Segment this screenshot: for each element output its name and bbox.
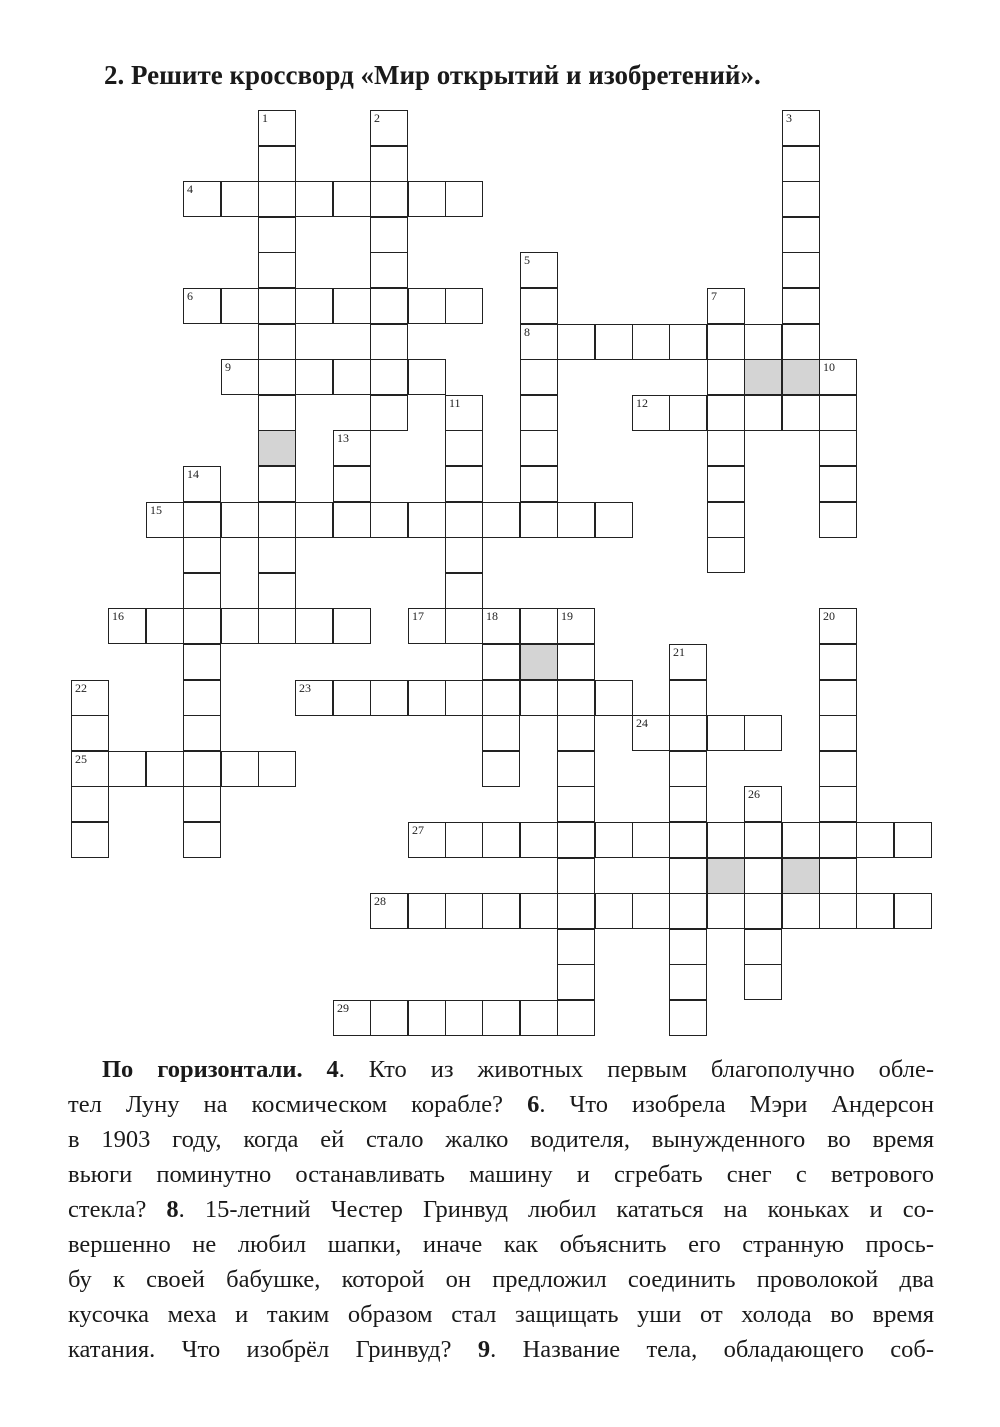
crossword-cell[interactable] (520, 288, 558, 324)
crossword-cell[interactable] (819, 502, 857, 538)
clue-line (68, 1262, 934, 1297)
crossword-cell[interactable] (482, 608, 520, 644)
crossword-cell[interactable] (782, 146, 820, 182)
crossword-cell[interactable] (557, 751, 595, 787)
crossword-cell[interactable] (595, 324, 633, 360)
crossword-cell[interactable] (744, 858, 782, 894)
crossword-cell[interactable] (445, 502, 483, 538)
crossword-cell[interactable] (557, 822, 595, 858)
clue-line (68, 1227, 934, 1262)
crossword-cell[interactable] (707, 715, 745, 751)
crossword-cell[interactable] (333, 288, 371, 324)
crossword-cell[interactable] (445, 822, 483, 858)
crossword-cell[interactable] (520, 608, 558, 644)
crossword-cell[interactable] (333, 680, 371, 716)
crossword-cell[interactable] (445, 430, 483, 466)
clue-line (68, 1157, 934, 1192)
clue-text: вьюги поминутно останавливать машину и сгребать снег с ветрового (68, 1161, 934, 1188)
crossword-cell[interactable] (295, 288, 333, 324)
crossword-cell[interactable] (295, 680, 333, 716)
clue-line (68, 1297, 934, 1332)
clue-number: 6 (187, 289, 193, 303)
crossword-cell[interactable] (221, 359, 259, 395)
clue-number: 22 (75, 681, 87, 695)
crossword-cell[interactable] (520, 359, 558, 395)
clue-number: 23 (299, 681, 311, 695)
crossword-cell[interactable] (183, 715, 221, 751)
crossword-cell[interactable] (183, 573, 221, 609)
crossword-cell[interactable] (108, 751, 146, 787)
clue-number: 21 (673, 645, 685, 659)
crossword-cell[interactable] (557, 644, 595, 680)
crossword-cell[interactable] (819, 466, 857, 502)
crossword-cell[interactable] (520, 893, 558, 929)
crossword-cell[interactable] (370, 502, 408, 538)
clue-number: 15 (150, 503, 162, 517)
crossword-cell[interactable] (669, 644, 707, 680)
crossword-cell[interactable] (707, 288, 745, 324)
crossword-cell[interactable] (183, 822, 221, 858)
clue-number: 11 (449, 396, 461, 410)
clue-text: вершенно не любил шапки, иначе как объяснить его странную прось- (68, 1231, 934, 1258)
crossword-cell[interactable] (408, 502, 446, 538)
clue-text: По горизонтали. (102, 1056, 327, 1083)
crossword-cell[interactable] (295, 502, 333, 538)
crossword-cell[interactable] (707, 822, 745, 858)
clue-number: 8 (524, 325, 530, 339)
crossword-cell[interactable] (482, 644, 520, 680)
clue-text: бу к своей бабушке, которой он предложил соединить проволокой два (68, 1266, 934, 1293)
crossword-cell[interactable] (707, 537, 745, 573)
crossword-cell[interactable] (707, 324, 745, 360)
crossword-cell[interactable] (819, 680, 857, 716)
crossword-cell[interactable] (856, 893, 894, 929)
clue-number: 1 (262, 111, 268, 125)
clue-number: 3 (786, 111, 792, 125)
crossword-cell[interactable] (183, 644, 221, 680)
crossword-cell[interactable] (557, 324, 595, 360)
clue-number: 9 (225, 360, 231, 374)
crossword-cell[interactable] (819, 715, 857, 751)
crossword-cell[interactable] (408, 680, 446, 716)
clue-line (68, 1122, 934, 1157)
crossword-cell[interactable] (408, 608, 446, 644)
crossword-cell-blank (520, 644, 558, 680)
crossword-cell[interactable] (482, 893, 520, 929)
crossword-cell[interactable] (370, 324, 408, 360)
crossword-cell[interactable] (782, 288, 820, 324)
crossword-cell[interactable] (445, 181, 483, 217)
crossword-cell[interactable] (782, 217, 820, 253)
clue-text: 6 (527, 1091, 540, 1118)
crossword-cell[interactable] (557, 608, 595, 644)
crossword-cell[interactable] (819, 359, 857, 395)
crossword-cell[interactable] (183, 466, 221, 502)
crossword-cell[interactable] (819, 608, 857, 644)
crossword-cell[interactable] (183, 537, 221, 573)
crossword-cell[interactable] (707, 430, 745, 466)
crossword-cell[interactable] (71, 751, 109, 787)
crossword-cell[interactable] (333, 1000, 371, 1036)
crossword-cell[interactable] (782, 893, 820, 929)
clue-line (68, 1052, 934, 1087)
crossword-cell[interactable] (819, 644, 857, 680)
clues-text (68, 1052, 934, 1367)
crossword-cell[interactable] (632, 715, 670, 751)
crossword-cell[interactable] (258, 395, 296, 431)
crossword-cell[interactable] (557, 786, 595, 822)
crossword-cell[interactable] (707, 893, 745, 929)
crossword-cell[interactable] (258, 181, 296, 217)
crossword-cell[interactable] (669, 680, 707, 716)
clue-text: 4 (326, 1056, 339, 1083)
crossword-cell[interactable] (258, 573, 296, 609)
crossword-cell[interactable] (669, 395, 707, 431)
crossword-cell[interactable] (333, 359, 371, 395)
crossword-cell[interactable] (632, 893, 670, 929)
crossword-cell[interactable] (557, 929, 595, 965)
crossword-cell[interactable] (669, 751, 707, 787)
crossword-cell[interactable] (71, 715, 109, 751)
crossword-cell[interactable] (819, 395, 857, 431)
crossword-cell[interactable] (520, 680, 558, 716)
crossword-cell[interactable] (408, 359, 446, 395)
crossword-cell[interactable] (370, 395, 408, 431)
crossword-cell[interactable] (595, 893, 633, 929)
clue-text: . 15-летний Честер Гринвуд любил кататься на коньках и со- (178, 1196, 934, 1223)
crossword-cell[interactable] (221, 288, 259, 324)
crossword-cell[interactable] (744, 822, 782, 858)
crossword-cell[interactable] (71, 822, 109, 858)
crossword-cell[interactable] (183, 608, 221, 644)
crossword-cell[interactable] (595, 822, 633, 858)
crossword-cell[interactable] (445, 537, 483, 573)
crossword-cell[interactable] (258, 608, 296, 644)
crossword-cell[interactable] (183, 181, 221, 217)
crossword-cell[interactable] (183, 786, 221, 822)
crossword-cell[interactable] (445, 466, 483, 502)
crossword-cell[interactable] (258, 110, 296, 146)
crossword-cell[interactable] (744, 893, 782, 929)
crossword-cell[interactable] (707, 502, 745, 538)
crossword-cell[interactable] (183, 751, 221, 787)
clue-text: кусочка меха и таким образом стал защищать уши от холода во время (68, 1301, 934, 1328)
crossword-cell[interactable] (333, 430, 371, 466)
clue-text: катания. Что изобрёл Гринвуд? (68, 1336, 478, 1363)
crossword-cell[interactable] (819, 858, 857, 894)
clue-text: . Что изобрела Мэри Андерсон (539, 1091, 934, 1118)
crossword-cell[interactable] (146, 608, 184, 644)
crossword-cell[interactable] (744, 929, 782, 965)
crossword-cell[interactable] (520, 252, 558, 288)
crossword-cell[interactable] (482, 502, 520, 538)
clue-text: 9 (477, 1336, 491, 1363)
crossword-cell[interactable] (370, 893, 408, 929)
crossword-cell[interactable] (370, 680, 408, 716)
crossword-cell[interactable] (782, 822, 820, 858)
clue-line (68, 1192, 934, 1227)
crossword-cell[interactable] (669, 929, 707, 965)
crossword-cell[interactable] (258, 288, 296, 324)
crossword-cell[interactable] (707, 359, 745, 395)
crossword-cell[interactable] (520, 502, 558, 538)
clue-text: стекла? (68, 1196, 167, 1223)
crossword-cell[interactable] (707, 395, 745, 431)
crossword-cell[interactable] (894, 822, 932, 858)
crossword-cell[interactable] (445, 608, 483, 644)
crossword-cell[interactable] (408, 1000, 446, 1036)
crossword-cell[interactable] (669, 1000, 707, 1036)
crossword-cell[interactable] (744, 324, 782, 360)
crossword-cell[interactable] (782, 324, 820, 360)
crossword-cell[interactable] (632, 395, 670, 431)
crossword-cell[interactable] (669, 786, 707, 822)
crossword-cell[interactable] (819, 751, 857, 787)
crossword-cell[interactable] (520, 430, 558, 466)
crossword-cell[interactable] (333, 466, 371, 502)
clue-number: 2 (374, 111, 380, 125)
clue-number: 13 (337, 431, 349, 445)
crossword-cell[interactable] (669, 893, 707, 929)
crossword-cell[interactable] (221, 751, 259, 787)
clue-number: 19 (561, 609, 573, 623)
crossword-cell[interactable] (258, 146, 296, 182)
crossword-cell[interactable] (782, 252, 820, 288)
crossword-cell[interactable] (557, 680, 595, 716)
crossword-cell[interactable] (370, 217, 408, 253)
clue-number: 7 (711, 289, 717, 303)
crossword-cell[interactable] (408, 288, 446, 324)
crossword-cell[interactable] (819, 893, 857, 929)
crossword-cell[interactable] (557, 715, 595, 751)
crossword-cell[interactable] (520, 395, 558, 431)
clue-number: 26 (748, 787, 760, 801)
crossword-cell[interactable] (819, 430, 857, 466)
clue-line (68, 1087, 934, 1122)
crossword-cell[interactable] (557, 893, 595, 929)
crossword-cell[interactable] (258, 324, 296, 360)
crossword-cell[interactable] (744, 964, 782, 1000)
crossword-cell[interactable] (557, 964, 595, 1000)
crossword-cell[interactable] (782, 181, 820, 217)
clue-text: 8 (166, 1196, 179, 1223)
crossword-cell-blank (744, 359, 782, 395)
crossword-cell[interactable] (445, 1000, 483, 1036)
crossword-cell[interactable] (520, 1000, 558, 1036)
clue-number: 27 (412, 823, 424, 837)
clue-line (68, 1332, 934, 1367)
crossword-cell[interactable] (782, 110, 820, 146)
crossword-cell[interactable] (445, 893, 483, 929)
crossword-cell[interactable] (482, 680, 520, 716)
crossword-cell[interactable] (482, 715, 520, 751)
crossword-cell[interactable] (445, 395, 483, 431)
crossword-cell[interactable] (669, 822, 707, 858)
crossword-cell[interactable] (258, 751, 296, 787)
crossword-cell[interactable] (408, 181, 446, 217)
crossword-cell[interactable] (744, 786, 782, 822)
clue-number: 5 (524, 253, 530, 267)
crossword-cell[interactable] (482, 751, 520, 787)
clue-number: 24 (636, 716, 648, 730)
crossword-cell[interactable] (744, 715, 782, 751)
crossword-cell[interactable] (856, 822, 894, 858)
crossword-cell[interactable] (370, 252, 408, 288)
crossword-cell[interactable] (333, 608, 371, 644)
task-heading: 2. Решите кроссворд «Мир открытий и изобретений». (104, 60, 761, 90)
crossword-cell[interactable] (595, 502, 633, 538)
crossword-cell[interactable] (146, 751, 184, 787)
crossword-cell[interactable] (520, 466, 558, 502)
clue-number: 25 (75, 752, 87, 766)
crossword-cell[interactable] (482, 1000, 520, 1036)
crossword-cell[interactable] (71, 680, 109, 716)
crossword-cell[interactable] (295, 181, 333, 217)
crossword-cell[interactable] (557, 858, 595, 894)
crossword-cell[interactable] (445, 573, 483, 609)
crossword-cell[interactable] (146, 502, 184, 538)
crossword-cell[interactable] (632, 822, 670, 858)
crossword-cell[interactable] (295, 359, 333, 395)
clue-text: тел Луну на космическом корабле? (68, 1091, 528, 1118)
clue-text: . Кто из животных первым благополучно обле- (338, 1056, 934, 1083)
crossword-cell[interactable] (333, 502, 371, 538)
crossword-cell[interactable] (744, 395, 782, 431)
crossword-cell[interactable] (408, 893, 446, 929)
clue-number: 16 (112, 609, 124, 623)
crossword-cell-blank (258, 430, 296, 466)
crossword-cell[interactable] (258, 359, 296, 395)
clue-number: 12 (636, 396, 648, 410)
clue-text: . Название тела, обладающего соб- (490, 1336, 934, 1363)
crossword-cell[interactable] (669, 964, 707, 1000)
crossword-cell[interactable] (183, 288, 221, 324)
clue-number: 10 (823, 360, 835, 374)
crossword-cell-blank (782, 359, 820, 395)
crossword-cell[interactable] (782, 395, 820, 431)
clue-text: в 1903 году, когда ей стало жалко водителя, вынужденного во время (68, 1126, 934, 1153)
crossword-cell[interactable] (370, 1000, 408, 1036)
crossword-cell[interactable] (370, 146, 408, 182)
crossword-cell[interactable] (669, 715, 707, 751)
crossword-cell[interactable] (445, 288, 483, 324)
crossword-cell[interactable] (632, 324, 670, 360)
crossword-cell[interactable] (333, 181, 371, 217)
crossword-cell[interactable] (258, 466, 296, 502)
crossword-cell[interactable] (258, 217, 296, 253)
crossword-cell[interactable] (370, 110, 408, 146)
crossword-cell[interactable] (595, 680, 633, 716)
clue-number: 18 (486, 609, 498, 623)
crossword-cell[interactable] (557, 502, 595, 538)
crossword-cell[interactable] (669, 324, 707, 360)
crossword-cell-blank (782, 858, 820, 894)
crossword-cell[interactable] (669, 858, 707, 894)
crossword-cell[interactable] (183, 680, 221, 716)
clue-number: 29 (337, 1001, 349, 1015)
crossword-cell-blank (707, 858, 745, 894)
crossword-cell[interactable] (370, 288, 408, 324)
clue-number: 17 (412, 609, 424, 623)
crossword-cell[interactable] (894, 893, 932, 929)
crossword-cell[interactable] (520, 324, 558, 360)
crossword-cell[interactable] (221, 608, 259, 644)
crossword-cell[interactable] (258, 537, 296, 573)
crossword-cell[interactable] (408, 822, 446, 858)
crossword-cell[interactable] (258, 502, 296, 538)
crossword-cell[interactable] (370, 359, 408, 395)
crossword-cell[interactable] (819, 822, 857, 858)
crossword-cell[interactable] (108, 608, 146, 644)
crossword-cell[interactable] (221, 502, 259, 538)
crossword-cell[interactable] (707, 466, 745, 502)
clue-number: 20 (823, 609, 835, 623)
crossword-cell[interactable] (520, 822, 558, 858)
clue-number: 28 (374, 894, 386, 908)
crossword-cell[interactable] (557, 1000, 595, 1036)
crossword-cell[interactable] (482, 822, 520, 858)
crossword-cell[interactable] (71, 786, 109, 822)
crossword-cell[interactable] (221, 181, 259, 217)
crossword-cell[interactable] (295, 608, 333, 644)
crossword-cell[interactable] (370, 181, 408, 217)
crossword-cell[interactable] (819, 786, 857, 822)
clue-number: 14 (187, 467, 199, 481)
crossword-cell[interactable] (258, 252, 296, 288)
clue-number: 4 (187, 182, 193, 196)
crossword-cell[interactable] (445, 680, 483, 716)
crossword-cell[interactable] (183, 502, 221, 538)
